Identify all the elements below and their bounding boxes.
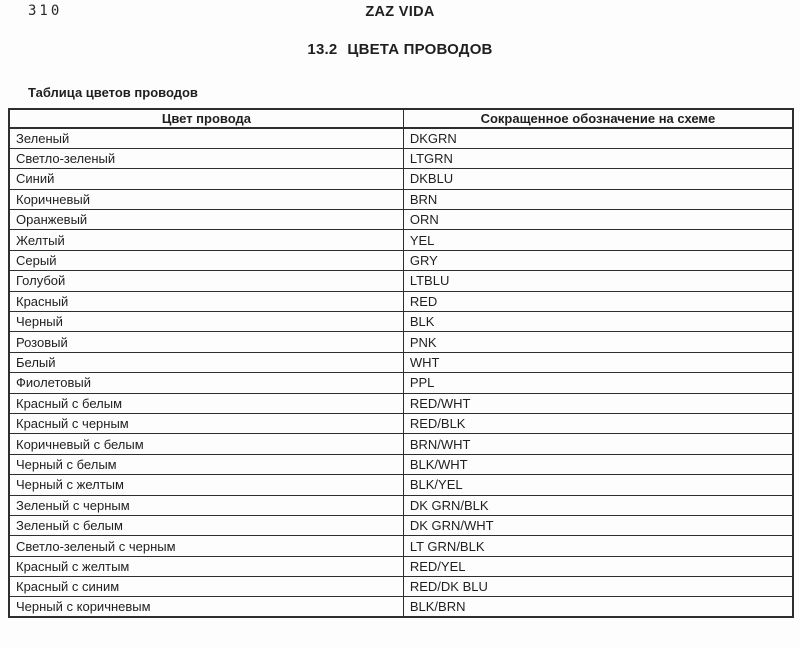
table-row <box>9 515 793 535</box>
wire-color-cell: Красный с синим <box>9 577 403 597</box>
wire-color-cell: Оранжевый <box>9 210 403 230</box>
wire-code-cell: DKBLU <box>403 169 793 189</box>
wire-code-cell: RED/DK BLU <box>403 577 793 597</box>
wire-code-cell: RED/BLK <box>403 413 793 433</box>
wire-color-cell: Красный с черным <box>9 413 403 433</box>
wire-color-cell: Черный с желтым <box>9 475 403 495</box>
wire-code-cell: BLK/BRN <box>403 597 793 617</box>
section-number: 13.2 <box>307 41 338 58</box>
table-row <box>9 454 793 474</box>
table-row <box>9 312 793 332</box>
table-row <box>9 250 793 270</box>
table-row <box>9 475 793 495</box>
wire-color-cell: Красный с белым <box>9 393 403 413</box>
wire-code-cell: LTGRN <box>403 148 793 168</box>
wire-code-cell: DK GRN/BLK <box>403 495 793 515</box>
column-header-wire-color: Цвет провода <box>9 109 403 128</box>
wire-code-cell: PPL <box>403 373 793 393</box>
table-row <box>9 148 793 168</box>
table-row <box>9 373 793 393</box>
wire-code-cell: WHT <box>403 352 793 372</box>
table-row <box>9 393 793 413</box>
table-row <box>9 434 793 454</box>
wire-code-cell: DKGRN <box>403 128 793 148</box>
table-row <box>9 413 793 433</box>
table-caption: Таблица цветов проводов <box>28 85 198 100</box>
wire-color-cell: Синий <box>9 169 403 189</box>
section-title: ЦВЕТА ПРОВОДОВ <box>347 41 493 58</box>
wire-color-cell: Красный <box>9 291 403 311</box>
table-row <box>9 495 793 515</box>
wire-code-cell: RED/YEL <box>403 556 793 576</box>
wire-code-cell: GRY <box>403 250 793 270</box>
wire-color-cell: Черный с белым <box>9 454 403 474</box>
wire-color-cell: Красный с желтым <box>9 556 403 576</box>
wire-code-cell: BRN/WHT <box>403 434 793 454</box>
wire-color-cell: Черный с коричневым <box>9 597 403 617</box>
wire-color-cell: Фиолетовый <box>9 373 403 393</box>
wire-color-cell: Серый <box>9 250 403 270</box>
wire-color-cell: Коричневый <box>9 189 403 209</box>
table-row <box>9 332 793 352</box>
wire-color-cell: Белый <box>9 352 403 372</box>
column-header-abbreviation: Сокращенное обозначение на схеме <box>403 109 793 128</box>
table-row <box>9 230 793 250</box>
table-row <box>9 169 793 189</box>
table-row <box>9 536 793 556</box>
wire-code-cell: LTBLU <box>403 271 793 291</box>
wire-color-table-head <box>9 109 793 128</box>
wire-color-cell: Светло-зеленый с черным <box>9 536 403 556</box>
wire-code-cell: BLK <box>403 312 793 332</box>
wire-code-cell: DK GRN/WHT <box>403 515 793 535</box>
table-row <box>9 128 793 148</box>
wire-color-cell: Зеленый <box>9 128 403 148</box>
wire-code-cell: BLK/WHT <box>403 454 793 474</box>
section-heading <box>0 41 800 58</box>
wire-color-cell: Розовый <box>9 332 403 352</box>
wire-color-cell: Светло-зеленый <box>9 148 403 168</box>
wire-code-cell: ORN <box>403 210 793 230</box>
wire-color-table-body <box>9 128 793 617</box>
wire-color-cell: Желтый <box>9 230 403 250</box>
wire-color-cell: Коричневый с белым <box>9 434 403 454</box>
wire-code-cell: RED/WHT <box>403 393 793 413</box>
table-row <box>9 189 793 209</box>
header-row <box>9 109 793 128</box>
page-header <box>0 0 800 20</box>
wire-color-cell: Зеленый с белым <box>9 515 403 535</box>
table-row <box>9 597 793 617</box>
doc-title: ZAZ VIDA <box>365 4 435 20</box>
table-row <box>9 291 793 311</box>
wire-color-cell: Зеленый с черным <box>9 495 403 515</box>
wire-code-cell: BRN <box>403 189 793 209</box>
page-number: 310 <box>28 3 63 19</box>
table-row <box>9 210 793 230</box>
table-row <box>9 577 793 597</box>
table-row <box>9 556 793 576</box>
wire-code-cell: RED <box>403 291 793 311</box>
wire-code-cell: PNK <box>403 332 793 352</box>
wire-color-cell: Черный <box>9 312 403 332</box>
wire-code-cell: LT GRN/BLK <box>403 536 793 556</box>
wire-color-cell: Голубой <box>9 271 403 291</box>
wire-color-table <box>8 108 794 618</box>
wire-code-cell: YEL <box>403 230 793 250</box>
wire-code-cell: BLK/YEL <box>403 475 793 495</box>
table-row <box>9 271 793 291</box>
table-row <box>9 352 793 372</box>
